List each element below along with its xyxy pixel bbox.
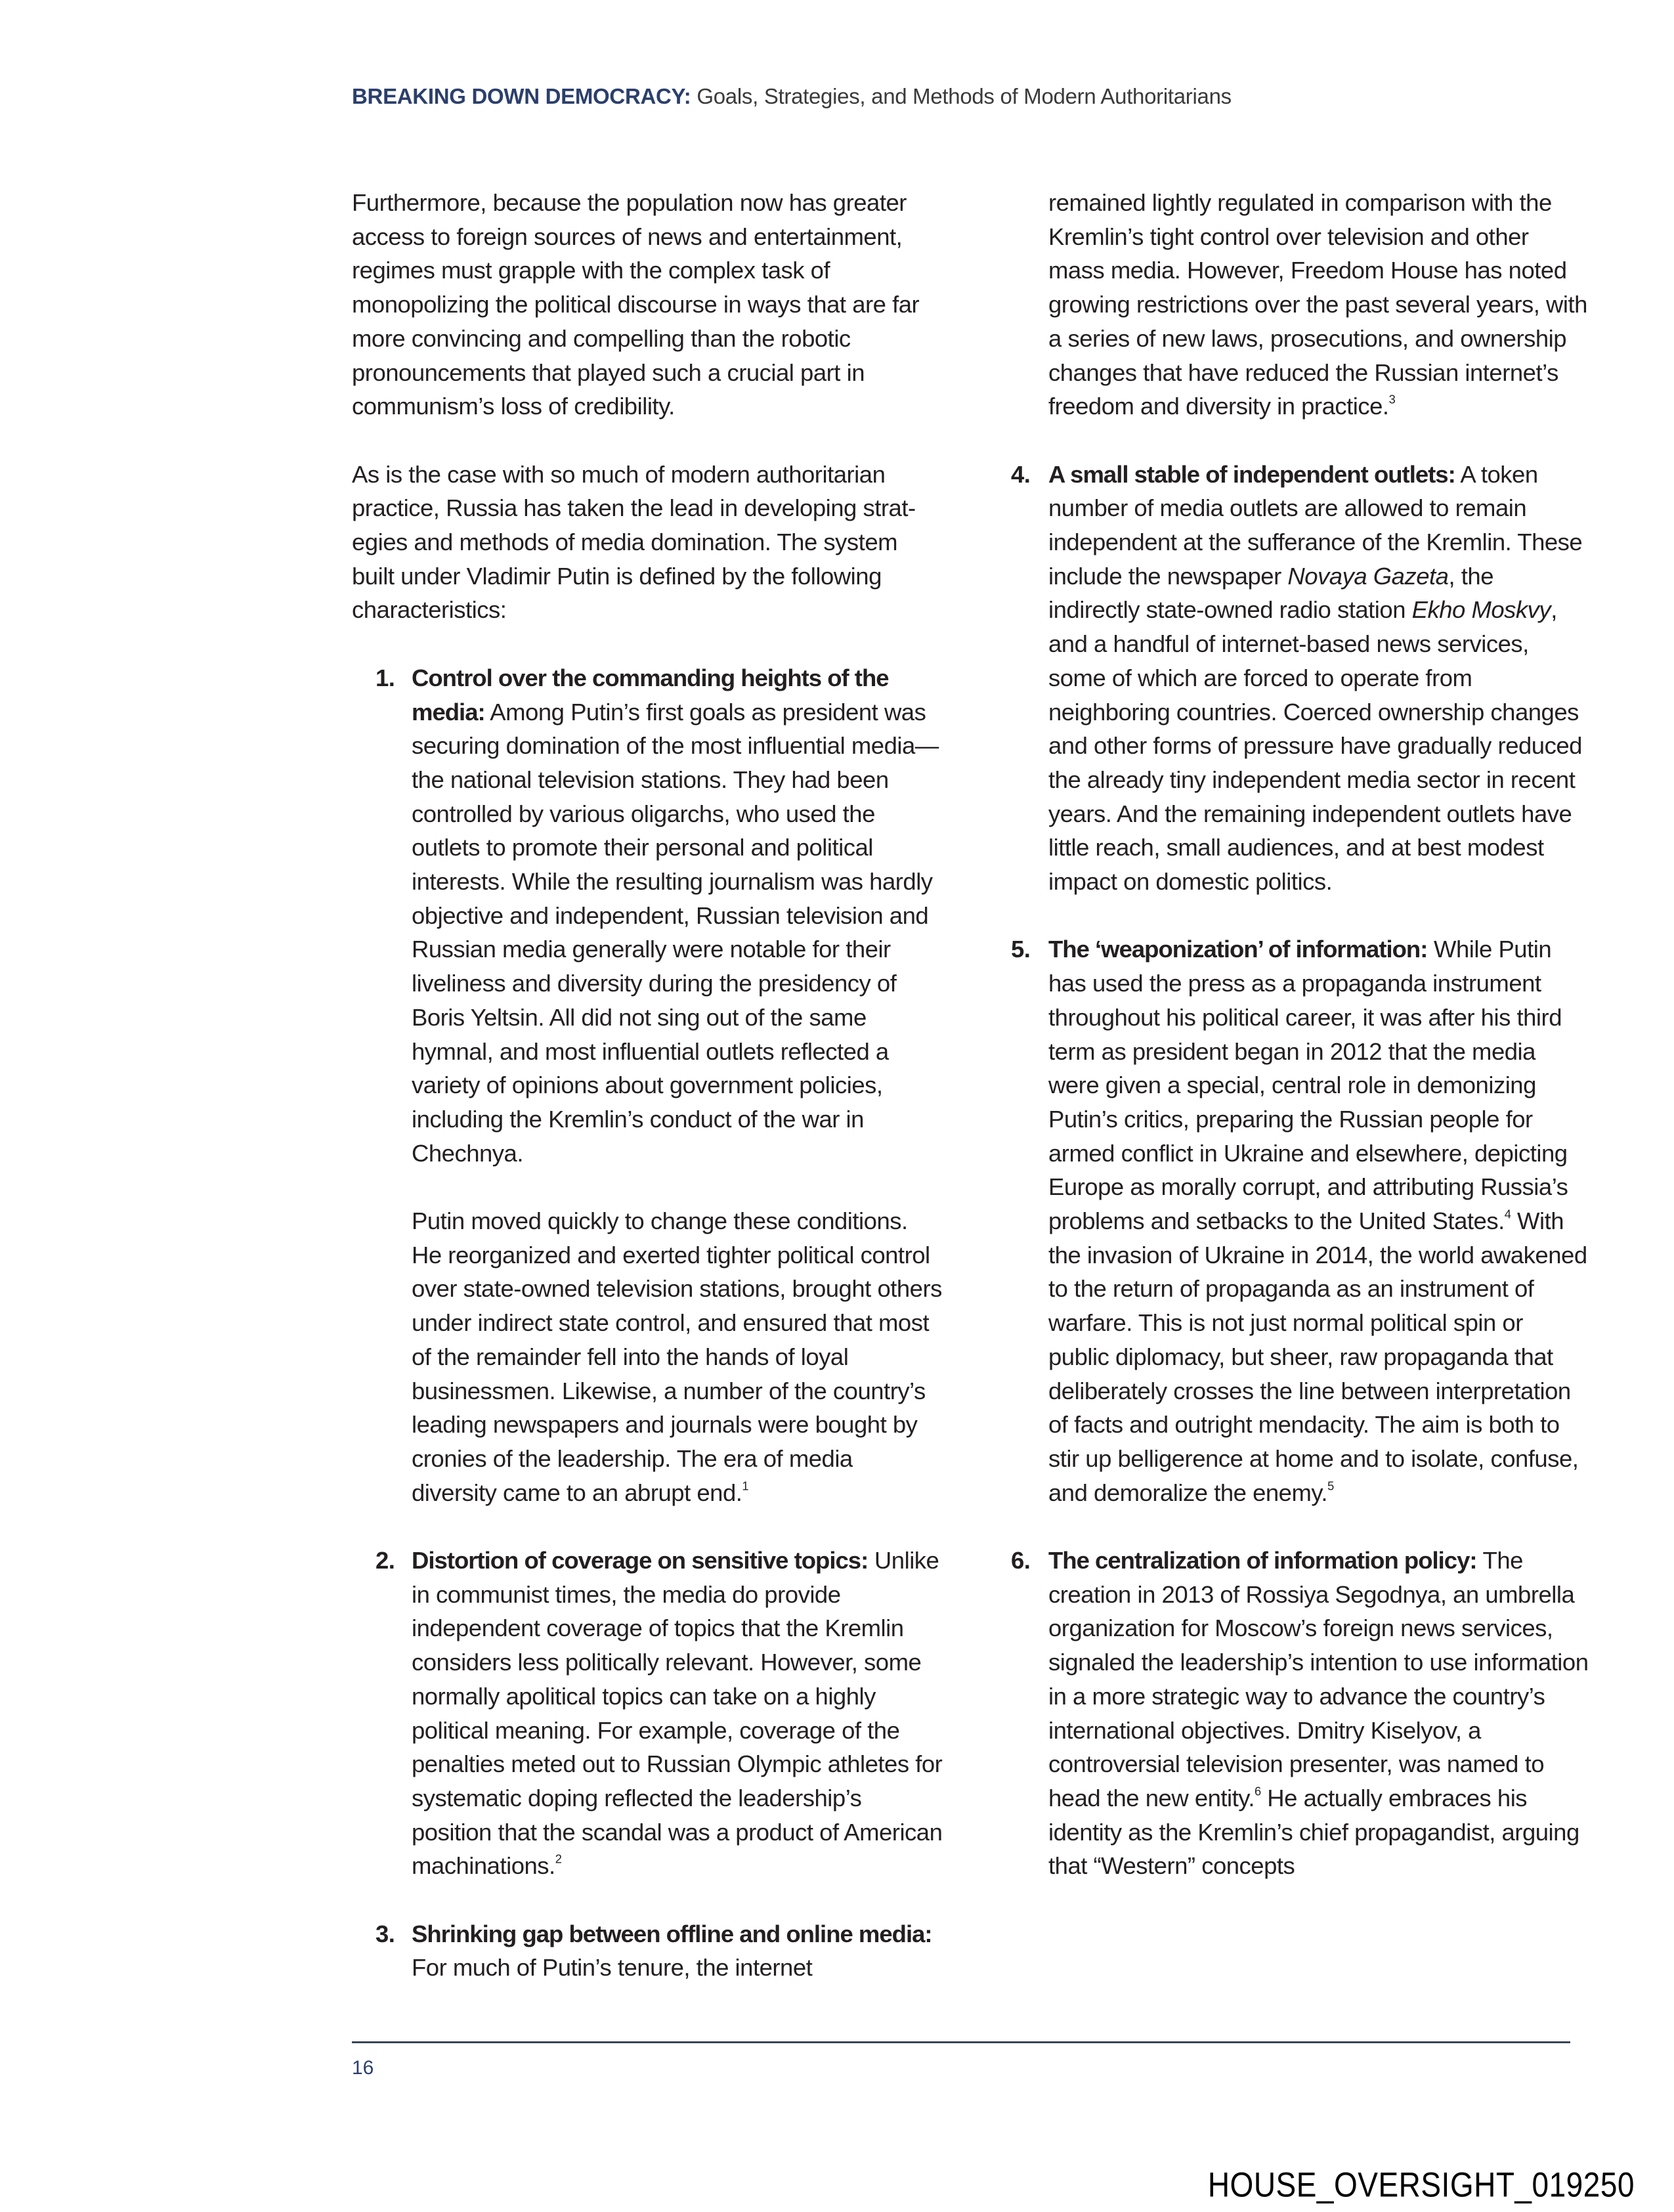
list-item-heading: The ‘weaponization’ of information: bbox=[1048, 936, 1428, 963]
list-item: 6. The centralization of information policy: The creation in 2013 of Rossiya Segodnya, an umbrella organization for Moscow’s foreign news services, signaled the leadership’s intention to use information in a more strategic way to advance the country’s international objectives. Dmitry Kiselyov, a controversial television presenter, was named to head the new entity.$^6$ He actually embraces his identity as the Kremlin’s chief propagandist, arguing that “Western” concepts bbox=[1011, 1544, 1589, 1883]
list-item-heading: A small stable of independent outlets: bbox=[1048, 460, 1455, 488]
report-subtitle: Goals, Strategies, and Methods of Modern Authoritarians bbox=[697, 84, 1232, 108]
list-item-heading: Distortion of coverage on sensitive topics: bbox=[412, 1547, 869, 1574]
publication-name: Novaya Gazeta bbox=[1287, 562, 1449, 590]
list-number: 1. bbox=[376, 664, 395, 691]
list-item-heading: The centralization of information policy: bbox=[1048, 1547, 1477, 1574]
list-item-heading: Control over the commanding heights of the media: bbox=[412, 664, 889, 726]
footnote-ref[interactable]: 2 bbox=[555, 1852, 562, 1866]
list-number: 2. bbox=[376, 1547, 395, 1574]
list-number: 6. bbox=[1011, 1547, 1031, 1574]
left-column bbox=[352, 186, 943, 2019]
list-item bbox=[352, 661, 943, 1510]
list-item: 5. The ‘weaponization’ of information: While Putin has used the press as a propaganda instrument throughout his political career, it was after his third term as president began in 2012 that the media were given a special, central role in demonizing Putin’s critics, preparing the Russian people for armed conflict in Ukraine and elsewhere, depicting Europe as morally corrupt, and attributing Russia’s problems and setbacks to the United States.$^4$ With the invasion of Ukraine in 2014, the world awakened to the return of propaganda as an instrument of warfare. This is not just normal political spin or public diplomacy, but sheer, raw propaganda that deliberately crosses the line between interpretation of facts and outright mendacity. The aim is both to stir up belligerence at home and to isolate, confuse, and demoralize the enemy.$^5$ bbox=[1011, 932, 1589, 1509]
footer-divider bbox=[352, 2041, 1570, 2043]
list-item bbox=[352, 1917, 943, 1985]
report-title: BREAKING DOWN DEMOCRACY: bbox=[352, 84, 691, 108]
page-number: 16 bbox=[352, 2057, 374, 2079]
footnote-ref[interactable]: 6 bbox=[1255, 1784, 1261, 1798]
list-number: 5. bbox=[1011, 936, 1031, 963]
list-item-continuation: Putin moved quickly to change these conditions. He reorganized and exerted tighter political control over state-owned television stations, brought others under indirect state control, and ensured that most of the remainder fell into the hands of loyal businessmen. Likewise, a number of the country’s leading newspapers and journals were bought by cronies of the leadership. The era of media diversity came to an abrupt end.$^1$ bbox=[412, 1207, 942, 1506]
paragraph: As is the case with so much of modern authoritarian practice, Russia has taken the lead in developing strategies and methods of media domination. The system built under Vladimir Putin is defined by the following characteristics: bbox=[352, 460, 916, 624]
paragraph: Furthermore, because the population now has greater access to foreign sources of news and entertainment, regimes must grapple with the complex task of monopolizing the political discourse in ways that are far more convincing and compelling than the robotic pronouncements that played such a crucial part in communism’s loss of credibility. bbox=[352, 189, 920, 420]
footnote-ref[interactable]: 1 bbox=[742, 1479, 749, 1493]
list-item-heading: Shrinking gap between offline and online media: bbox=[412, 1920, 932, 1947]
characteristics-list-continued bbox=[1011, 458, 1589, 1884]
list-item-text: For much of Putin’s tenure, the internet bbox=[412, 1954, 813, 1982]
list-item bbox=[352, 1544, 943, 1883]
list-item-text: Unlike in communist times, the media do provide independent coverage of topics that the Kremlin considers less politically relevant. However, some normally apolitical topics can take on a highly political meaning. For example, coverage of the penalties meted out to Russian Olympic athletes for systematic doping reflected the leadership’s position that the scandal was a product of American machinations. bbox=[412, 1547, 943, 1880]
list-number: 3. bbox=[376, 1920, 395, 1947]
footnote-ref[interactable]: 3 bbox=[1388, 392, 1396, 406]
running-header bbox=[352, 84, 1232, 109]
footnote-ref[interactable]: 5 bbox=[1327, 1479, 1334, 1493]
list-number: 4. bbox=[1011, 460, 1031, 488]
list-item: 4. A small stable of independent outlets: A token number of media outlets are allowed to remain independent at the sufferance of the Kremlin. These include the newspaper Novaya Gazeta, the indirectly state-owned radio station Ekho Moskvy, and a handful of internet-based news services, some of which are forced to operate from neighboring countries. Coerced ownership changes and other forms of pressure have gradually reduced the already tiny independent media sector in recent years. And the remaining independent outlets have little reach, small audiences, and at best modest impact on domestic politics. bbox=[1011, 458, 1589, 899]
footnote-ref[interactable]: 4 bbox=[1504, 1207, 1511, 1221]
publication-name: Ekho Moskvy bbox=[1411, 596, 1551, 624]
right-column bbox=[1011, 186, 1589, 1917]
paragraph-continuation: remained lightly regulated in comparison with the Kremlin’s tight control over television and other mass media. However, Freedom House has noted growing restrictions over the past several years, with a series of new laws, prosecutions, and ownership changes that have reduced the Russian internet’s freedom and diversity in practice.$^3$ bbox=[1048, 189, 1587, 420]
list-item-text: Among Putin’s first goals as president was securing domination of the most influential media—the national television stations. They had been controlled by various oligarchs, who used the outlets to promote their personal and political interests. While the resulting journalism was hardly objective and independent, Russian television and Russian media generally were notable for their liveliness and diversity during the presidency of Boris Yeltsin. All did not sing out of the same hymnal, and most influential outlets reflected a variety of opinions about government policies, including the Kremlin’s conduct of the war in Chechnya. bbox=[412, 698, 939, 1167]
bates-stamp: HOUSE_OVERSIGHT_019250 bbox=[1207, 2165, 1635, 2204]
characteristics-list bbox=[352, 661, 943, 1985]
